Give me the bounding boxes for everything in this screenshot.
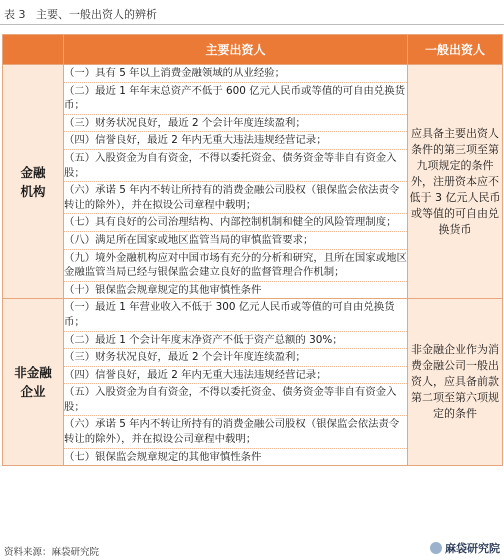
investor-comparison-table <box>2 34 503 466</box>
source-note: 资料来源：麻袋研究院 <box>4 547 100 558</box>
header-main-investor: 主要出资人 <box>64 35 408 65</box>
condition-item: （二）最近 1 年年末总资产不低于 600 亿元人民币或等值的可自由兑换货币； <box>64 83 407 115</box>
condition-item: （五）入股资金为自有资金，不得以委托资金、债务资金等非自有资金入股； <box>64 384 407 416</box>
condition-item: （五）入股资金为自有资金，不得以委托资金、债务资金等非自有资金入股； <box>64 150 407 182</box>
main-investor-conditions-non-financial <box>64 299 408 466</box>
condition-item: （三）财务状况良好，最近 2 个会计年度连续盈利； <box>64 349 407 367</box>
table-row-non-financial-enterprise <box>3 299 503 466</box>
condition-item: （七）银保监会规章规定的其他审慎性条件 <box>64 450 262 463</box>
condition-item: （七）具有良好的公司治理结构、内部控制机制和健全的风险管理制度； <box>64 214 407 232</box>
table-title: 表 3 主要、一般出资人的辨析 <box>4 8 157 21</box>
condition-item: （九）境外金融机构应对中国市场有充分的分析和研究，且所在国家或地区金融监管当局已经与银保监会建立良好的监督管理合作机制； <box>64 250 407 282</box>
row-label-text: 金融机构 <box>20 164 46 199</box>
condition-item: （十）银保监会规章规定的其他审慎性条件 <box>64 283 262 296</box>
row-label-text: 非金融企业 <box>14 365 52 400</box>
table-header-row <box>3 35 503 65</box>
general-investor-note-non-financial: 非金融企业作为消费金融公司一般出资人，应具备前款第二项至第六项规定的条件 <box>408 299 503 466</box>
condition-item: （四）信誉良好，最近 2 年内无重大违法违规经营记录； <box>64 367 407 385</box>
wechat-icon <box>430 542 442 554</box>
table-row-financial-institution <box>3 65 503 299</box>
header-general-investor: 一般出资人 <box>408 35 503 65</box>
title-divider <box>0 24 504 25</box>
condition-item: （一）具有 5 年以上消费金融领域的从业经验； <box>64 65 407 83</box>
condition-item: （一）最近 1 年营业收入不低于 300 亿元人民币或等值的可自由兑换货币； <box>64 299 407 331</box>
general-investor-note-financial: 应具备主要出资人条件的第三项至第九项规定的条件外，注册资本应不低于 3 亿元人民币或等值的可自由兑换货币 <box>408 65 503 299</box>
condition-item: （四）信誉良好，最近 2 年内无重大违法违规经营记录； <box>64 132 407 150</box>
condition-item: （八）满足所在国家或地区监管当局的审慎监管要求； <box>64 232 407 250</box>
row-label-non-financial-enterprise <box>3 299 64 466</box>
watermark-text: 麻袋研究院 <box>445 542 500 555</box>
condition-item: （三）财务状况良好，最近 2 个会计年度连续盈利； <box>64 115 407 133</box>
condition-item: （二）最近 1 个会计年度末净资产不低于资产总额的 30%； <box>64 332 407 350</box>
condition-item: （六）承诺 5 年内不转让所持有的消费金融公司股权（银保监会依法责令转让的除外），并在拟设公司章程中载明； <box>64 182 407 214</box>
row-label-financial-institution <box>3 65 64 299</box>
header-corner-cell <box>3 35 64 65</box>
watermark <box>430 540 500 556</box>
main-investor-conditions-financial <box>64 65 408 299</box>
condition-item: （六）承诺 5 年内不转让所持有的消费金融公司股权（银保监会依法责令转让的除外），并在拟设公司章程中载明； <box>64 416 407 448</box>
